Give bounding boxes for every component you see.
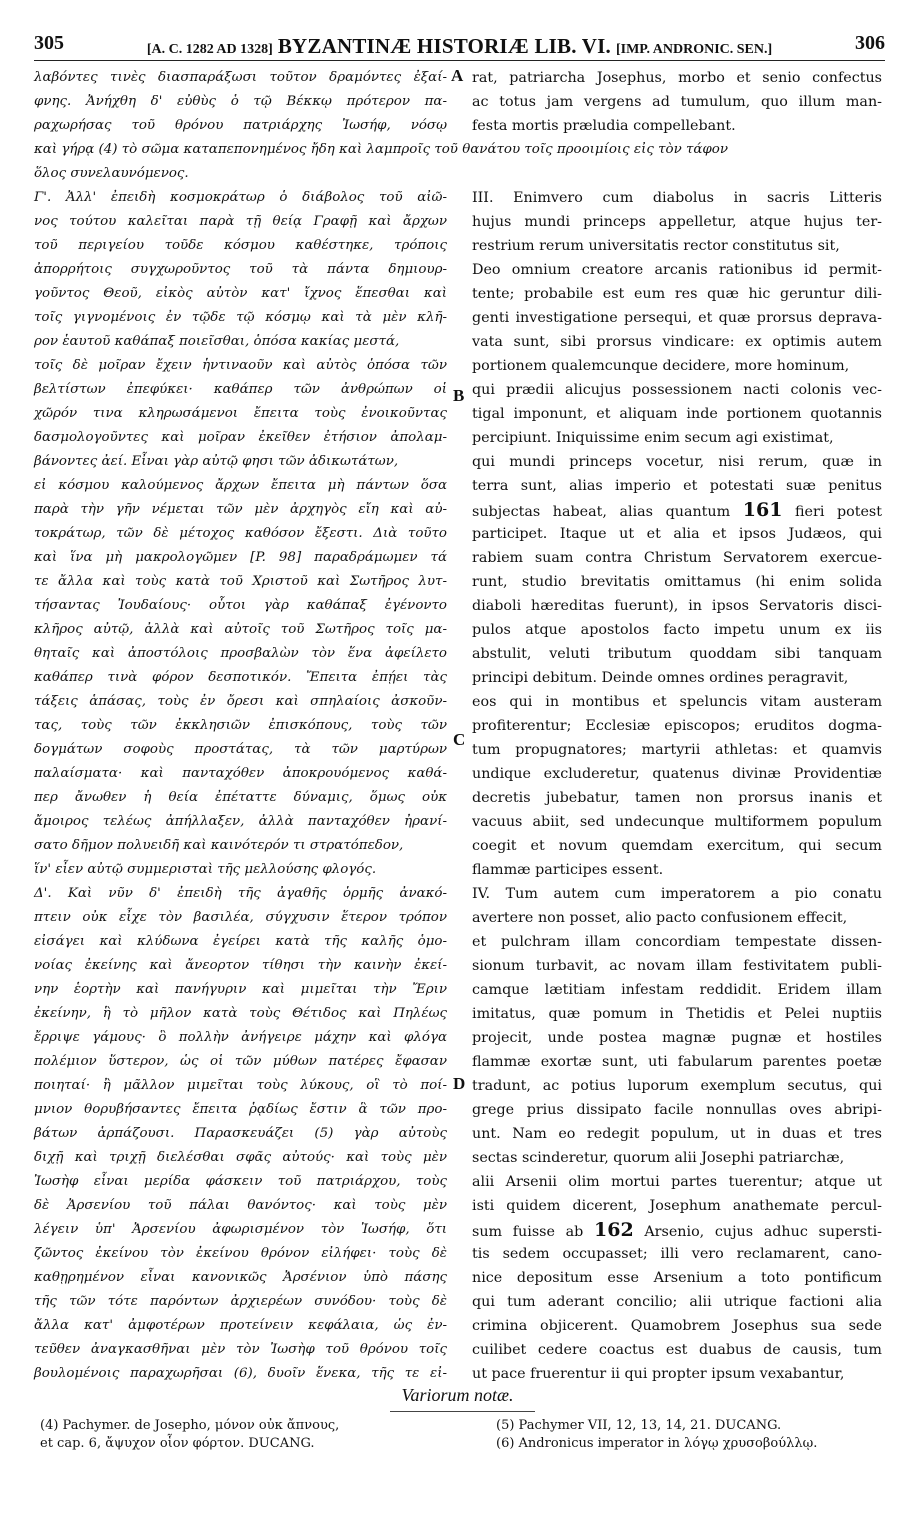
greek-text-line: διχῇ καὶ τριχῇ διελέσθαι σφᾶς αὐτούς· καὶ τοὺς μὲν [34, 1150, 447, 1165]
latin-text-line: undique excluderetur, quatenus divinæ Providentiæ [472, 766, 882, 782]
greek-text-line: ἄμοιρος τελέως ἀπήλλαξεν, ἀλλὰ πανταχόθεν ἠρανί- [34, 814, 447, 829]
latin-text-line: restrium rerum universitatis rector constitutus sit, [472, 238, 840, 254]
notes-title: Variorum notæ. [401, 1385, 514, 1405]
latin-text-line: grege prius dissipato facile nonnullas oves abripi- [472, 1102, 882, 1118]
latin-text-line: portionem qualemcunque decidere, more hominum, [472, 358, 850, 374]
header-emperor: [IMP. ANDRONIC. SEN.] [615, 42, 773, 57]
greek-text-line: τε ἄλλα καὶ τοὺς κατὰ τοῦ Χριστοῦ καὶ Σωτῆρος λυτ- [34, 574, 447, 589]
latin-text-line: Deo omnium creatore arcanis rationibus id permit- [472, 262, 882, 278]
page-number-right: 306 [855, 32, 885, 54]
margin-marker-a: A [451, 66, 464, 85]
greek-text-line: τῆς τῶν τότε παρόντων ἀρχιερέων συνόδου· τοὺς δὲ [34, 1294, 447, 1309]
latin-text-line: coegit et novum quemdam exercitum, qui secum [472, 838, 882, 854]
greek-text-line: ἐκείνην, ἣ τὸ μῆλον κατὰ τοὺς Θέτιδος καὶ Πηλέως [34, 1006, 447, 1021]
margin-marker-c: C [453, 730, 466, 749]
latin-text-line: IV. Tum autem cum imperatorem a pio conatu [472, 886, 882, 902]
latin-text-line: vacuus abiit, sed undecunque multiformem populum [472, 814, 882, 830]
greek-text-line: βελτίστων ἐπεφύκει· καθάπερ τῶν ἀνθρώπων οἱ [34, 382, 447, 397]
latin-text-line: III. Enimvero cum diabolus in sacris Litteris [472, 190, 882, 206]
latin-text-line: participet. Itaque ut et alia et ipsos Judæos, qui [472, 526, 882, 542]
greek-text-line: βάτων ἁρπάζουσι. Παρασκευάζει (5) γὰρ αὐτοὺς [34, 1126, 447, 1141]
greek-text-line: ἵν' εἶεν αὐτῷ συμμερισταὶ τῆς μελλούσης φλογός. [34, 862, 377, 877]
greek-text-line: τοῖς γιγνομένοις ἐν τῷδε τῷ κόσμῳ καὶ τὰ μὲν κλῆ- [34, 310, 447, 325]
margin-marker-d: D [453, 1074, 466, 1093]
latin-text-line: tis sedem occupasset; illi vero reclamarent, cano- [472, 1246, 882, 1262]
latin-text-line: avertere non posset, alio pacto confusionem effecit, [472, 910, 848, 926]
latin-text-line: tradunt, ac potius luporum exemplum secutus, qui [472, 1078, 882, 1094]
greek-text-line: ραχωρήσας τοῦ θρόνου πατριάρχης Ἰωσήφ, νόσῳ [34, 118, 447, 133]
greek-text-line: δὲ Ἀρσενίου τοῦ πάλαι θανόντος· καὶ τοὺς μὲν [34, 1198, 447, 1213]
greek-text-line: ποιηταί· ἢ μᾶλλον μιμεῖται τοὺς λύκους, οἳ τὸ ποί- [34, 1078, 447, 1093]
latin-text-line: qui tum aderant concilio; alii utrique factioni alia [472, 1294, 882, 1310]
running-header [34, 30, 885, 61]
greek-text-line: γοῦντος Θεοῦ, εἰκὸς αὐτὸν κατ' ἴχνος ἕπεσθαι καὶ [34, 286, 447, 301]
greek-text-line: βάνοντες ἀεί. Εἶναι γὰρ αὐτῷ φησι τῶν ἀδικωτάτων, [34, 454, 399, 469]
greek-text-line: καθάπερ τινὰ φόρον δεσποτικόν. Ἔπειτα ἐπῄει τὰς [34, 670, 447, 685]
greek-text-line: πτειν οὐκ εἶχε τὸν βασιλέα, σύγχυσιν ἕτερον τρόπον [34, 910, 447, 925]
greek-text-line: τάξεις ἁπάσας, τοὺς ἐν ὄρεσι καὶ σπηλαίοις ἀσκοῦν- [34, 694, 447, 709]
greek-text-line: τας, τοὺς τῶν ἐκκλησιῶν ἐπισκόπους, τοὺς τῶν [34, 718, 447, 733]
greek-text-line: δασμολογοῦντες καὶ μοῖραν ἐκεῖθεν ἐτήσιον ἀπολαμ- [34, 430, 447, 445]
latin-text-line: sum fuisse ab 162 Arsenio, cujus adhuc supersti- [472, 1219, 882, 1241]
greek-text-line: ἀπορρήτοις συγχωροῦντος τοῦ τὰ πάντα δημιουρ- [34, 262, 447, 277]
latin-text-line: terra sunt, alias imperio et potestati suæ penitus [472, 478, 882, 494]
latin-text-line: sionum turbavit, ac novam illam festivitatem publi- [472, 958, 882, 974]
latin-text-line [472, 162, 882, 186]
greek-text-line: περ ἄνωθεν ἡ θεία ἐπέταττε δύναμις, ὅμως οὐκ [34, 790, 447, 805]
greek-spanning-line: καὶ γήρᾳ (4) τὸ σῶμα καταπεπονημένος ἤδη καὶ λαμπροῖς τοῦ θανάτου τοῖς προοιμίοις εἰς τὸν τάφον [34, 142, 728, 157]
greek-text-line: μνιον θορυβήσαντες ἔπειτα ῥᾳδίως ἔστιν ἃ τῶν προ- [34, 1102, 447, 1117]
greek-text-line: παλαίσματα· καὶ πανταχόθεν ἀποκρουόμενος καθά- [34, 766, 447, 781]
latin-text-line: subjectas habeat, alias quantum 161 fieri potest [472, 499, 882, 521]
latin-text-line: tente; probabile est eum res quæ hic geruntur dili- [472, 286, 882, 302]
latin-text-line: decretis jubebatur, tamen non prorsus inanis et [472, 790, 882, 806]
latin-text-line: percipiunt. Iniquissime enim secum agi existimat, [472, 430, 834, 446]
inline-page-number: 162 [594, 1219, 634, 1241]
greek-text-line: κλῆρος αὐτῷ, ἀλλὰ καὶ αὐτοῖς τοῦ Σωτῆρος τοῖς μα- [34, 622, 447, 637]
greek-text-line: τοκράτωρ, τῶν δὲ μέτοχος καθόσον ἔξεστι. Διὰ τοῦτο [34, 526, 447, 541]
greek-text-line: βουλομένοις παραχωρῆσαι (6), δυοῖν ἕνεκα, τῆς τε εἰ- [34, 1366, 447, 1381]
latin-text-line: principi debitum. Deinde omnes ordines peragravit, [472, 670, 849, 686]
latin-text-line: qui mundi princeps vocetur, nisi rerum, quæ in [472, 454, 882, 470]
latin-text-line: et pulchram illam concordiam tempestate dissen- [472, 934, 882, 950]
latin-text-line: unt. Nam eo redegit populum, ut in duas et tres [472, 1126, 882, 1142]
greek-text-line: νην ἑορτὴν καὶ πανήγυριν καὶ μιμεῖται τὴν Ἔριν [34, 982, 447, 997]
greek-text-line: σατο δῆμον πολυειδῆ καὶ καινότερόν τι στρατόπεδον, [34, 838, 404, 853]
greek-text-line: δογμάτων σοφοὺς προστάτας, τὰ τῶν μαρτύρων [34, 742, 447, 757]
greek-text-line: ρον ἑαυτοῦ καθάπαξ ποιεῖσθαι, ὁπόσα κακίας μεστά, [34, 334, 400, 349]
latin-text-line: sectas scinderetur, quorum alii Josephi patriarchæ, [472, 1150, 845, 1166]
greek-text-line: Γ'. Ἀλλ' ἐπειδὴ κοσμοκράτωρ ὁ διάβολος τοῦ αἰῶ- [34, 190, 447, 205]
margin-marker-b: B [453, 386, 465, 405]
latin-text-line: eos qui in montibus et speluncis vitam austeram [472, 694, 882, 710]
greek-text-line: χῶρόν τινα κληρωσάμενοι ἔπειτα τοὺς ἐνοικοῦντας [34, 406, 447, 421]
greek-text-line: νοίας ἐκείνης καὶ ἄνεορτον τίθησι τὴν καινὴν ἐκεί- [34, 958, 447, 973]
greek-text-line: θηταῖς καὶ ἀποστόλοις προσβαλὼν τὸν ἕνα ἀφείλετο [34, 646, 447, 661]
latin-text-line: vata sunt, sibi prorsus vindicare: ex optimis autem [472, 334, 882, 350]
greek-column [34, 66, 447, 1386]
latin-text-line: genti investigatione persequi, et quæ prorsus deprava- [472, 310, 882, 326]
latin-text-line: qui prædii alicujus possessionem nacti colonis vec- [472, 382, 882, 398]
latin-text-line: profiterentur; Ecclesiæ episcopos; eruditos dogma- [472, 718, 882, 734]
latin-text-line: tigal imponunt, et aliquam inde portionem quotannis [472, 406, 882, 422]
greek-text-line: παρὰ τὴν γῆν νέμεται τῶν μὲν ἀρχηγὸς εἴη καὶ αὐ- [34, 502, 447, 517]
greek-text-line: Ἰωσὴφ εἶναι μερίδα φάσκειν τοῦ πατριάρχου, τοὺς [34, 1174, 447, 1189]
latin-text-line: cuilibet cedere coactus est duabus de causis, tum [472, 1342, 882, 1358]
latin-text-line: isti quidem dicerent, Josephum anathemate percul- [472, 1198, 882, 1214]
greek-text-line: τεῦθεν ἀναγκασθῆναι μὲν τὸν Ἰωσὴφ τοῦ θρόνου τοῖς [34, 1342, 447, 1357]
latin-text-line: hujus mundi princeps appelletur, atque hujus ter- [472, 214, 882, 230]
latin-text-line: tum propugnatores; martyrii athletas: et quamvis [472, 742, 882, 758]
latin-text-line: rat, patriarcha Josephus, morbo et senio confectus [472, 70, 882, 86]
latin-text-line: flammæ participes essent. [472, 862, 664, 878]
header-years: [A. C. 1282 AD 1328] [146, 42, 273, 57]
latin-text-line: pulos atque apostolos facto impetu unum ex iis [472, 622, 882, 638]
note-5: (5) Pachymer VII, 12, 13, 14, 21. DUCANG. [496, 1418, 782, 1433]
greek-text-line: εἰ κόσμου καλούμενος ἄρχων ἔπειτα μὴ πάντων ὅσα [34, 478, 447, 493]
latin-text-line: abstulit, veluti tributum quoddam sibi tanquam [472, 646, 882, 662]
greek-text-line: ὅλος συνελαυνόμενος. [34, 166, 189, 181]
latin-text-line: runt, studio brevitatis omittamus (hi enim solida [472, 574, 882, 590]
header-title: BYZANTINÆ HISTORIÆ LIB. VI. [277, 34, 611, 58]
greek-text-line: Δ'. Καὶ νῦν δ' ἐπειδὴ τῆς ἀγαθῆς ὁρμῆς ἀνακό- [34, 886, 447, 901]
page-number-left: 305 [34, 32, 64, 54]
header-center [104, 34, 815, 59]
greek-text-line: φνης. Ἀνήχθη δ' εὐθὺς ὁ τῷ Βέκκῳ πρότερον πα- [34, 94, 447, 109]
latin-text-line: flammæ exortæ sunt, uti fabularum parentes poetæ [472, 1054, 882, 1070]
latin-column [472, 66, 882, 1386]
latin-text-line: imitatus, quæ pomum in Thetidis et Pelei nuptiis [472, 1006, 882, 1022]
greek-text-line: καθῃρημένον εἶναι κανονικῶς Ἀρσένιον ὑπὸ πάσης [34, 1270, 447, 1285]
greek-text-line: ἔρριψε γάμους· ὃ πολλὴν ἀνήγειρε μάχην καὶ φλόγα [34, 1030, 447, 1045]
greek-text-line: εἰσάγει καὶ κλύδωνα ἐγείρει κατὰ τῆς καλῆς ὁμο- [34, 934, 447, 949]
greek-text-line: ζῶντος ἐκείνου τὸν ἐκείνου θρόνον εἰλήφει· τοὺς δὲ [34, 1246, 447, 1261]
greek-text-line: τοῦ περιγείου τοῦδε κόσμου καθέστηκε, τρόποις [34, 238, 447, 253]
latin-text-line: projecit, unde postea magnæ pugnæ et hostiles [472, 1030, 882, 1046]
latin-text-line: nice depositum esse Arsenium a toto pontificum [472, 1270, 882, 1286]
note-4-line-2: et cap. 6, ἄψυχον οἷον φόρτον. DUCANG. [40, 1436, 315, 1451]
greek-text-line: λέγειν ὑπ' Ἀρσενίου ἀφωρισμένον τὸν Ἰωσήφ, ὅτι [34, 1222, 447, 1237]
latin-text-line: camque lætitiam infestam reddidit. Eridem illam [472, 982, 882, 998]
greek-text-line: νος τούτου καλεῖται παρὰ τῇ θείᾳ Γραφῇ καὶ ἄρχων [34, 214, 447, 229]
inline-page-number: 161 [742, 499, 783, 521]
greek-text-line: τοῖς δὲ μοῖραν ἔχειν ἡντιναοῦν καὶ αὐτὸς ὁπόσα τῶν [34, 358, 447, 373]
latin-text-line: diaboli hæreditas fuerunt), in ipsos Servatoris disci- [472, 598, 882, 614]
greek-text-line: ἄλλα κατ' ἀμφοτέρων προτείνειν κεφάλαια, ὡς ἐν- [34, 1318, 447, 1333]
greek-text-line: καὶ ἵνα μὴ μακρολογῶμεν [P. 98] παραδράμωμεν τά [34, 550, 447, 565]
greek-text-line: τήσαντας Ἰουδαίους· οὗτοι γὰρ καθάπαξ ἐγένοντο [34, 598, 447, 613]
latin-text-line: alii Arsenii olim mortui partes tuerentur; atque ut [472, 1174, 882, 1190]
latin-text-line: crimina objicerent. Quamobrem Josephus sua sede [472, 1318, 882, 1334]
greek-text-line: λαβόντες τινὲς διασπαράξωσι τοῦτον δραμόντες ἐξαί- [34, 70, 447, 85]
greek-text-line: πολέμιον ὕστερον, ὡς οἱ τῶν μύθων πατέρες ἔφασαν [34, 1054, 447, 1069]
note-4-line-1: (4) Pachymer. de Josepho, μόνον οὐκ ἄπνους, [40, 1418, 340, 1433]
latin-text-line: ac totus jam vergens ad tumulum, quo illum man- [472, 94, 882, 110]
notes-divider [390, 1411, 535, 1412]
latin-text-line: rabiem suam contra Christum Servatorem exercue- [472, 550, 882, 566]
latin-text-line: festa mortis præludia compellebant. [472, 118, 736, 134]
latin-text-line: ut pace fruerentur ii qui propter ipsum vexabantur, [472, 1366, 845, 1382]
note-6: (6) Andronicus imperator in λόγῳ χρυσοβούλλῳ. [496, 1436, 818, 1451]
